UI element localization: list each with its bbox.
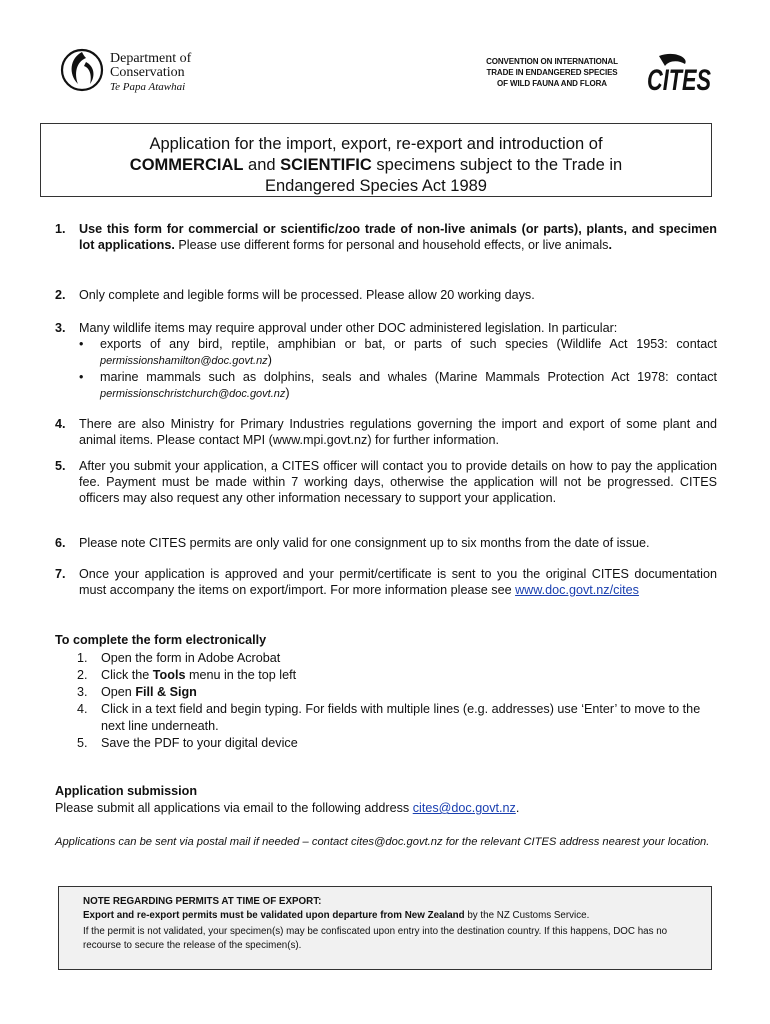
step-bold: Tools (152, 668, 186, 682)
list-item-5 (55, 458, 717, 506)
item-3-bullets (55, 336, 717, 402)
step-item (55, 650, 717, 667)
note-validation-line (83, 909, 687, 923)
export-note-box (58, 886, 712, 970)
step-text: Click the (101, 668, 153, 682)
item-6-text: Please note CITES permits are only valid for one consignment up to six months from the date of issue. (79, 536, 650, 550)
item-7-text: Once your application is approved and your permit/certificate is sent to you the original CITES documentation must accompany the items on export/import. For more information please see (79, 567, 717, 597)
title-commercial: COMMERCIAL (129, 156, 244, 174)
electronic-steps (55, 650, 717, 752)
list-item-7 (55, 566, 717, 598)
note-line-rest: by the NZ Customs Service. (464, 910, 590, 921)
doc-logo (60, 48, 210, 98)
bullet-item (55, 336, 717, 369)
bullet-text: exports of any bird, reptile, amphibian or bat, or parts of such species (Wildlife Act 1953: contact (100, 337, 717, 351)
bullet-end: ) (285, 386, 290, 400)
step-text: Click in a text field and begin typing. For fields with multiple lines (e.g. addresses) use ‘Enter’ to move to the next line underneath. (101, 702, 701, 733)
step-item (55, 701, 717, 735)
step-number: 2. (77, 668, 88, 682)
cites-website-link[interactable]: www.doc.govt.nz/cites (515, 583, 639, 597)
list-item-6 (55, 535, 717, 551)
cites-email-link[interactable]: cites@doc.govt.nz (412, 801, 516, 815)
note-bold: Export and re-export permits must be validated upon departure from New Zealand (83, 910, 465, 921)
item-number: 2. (55, 288, 66, 302)
item-2-text: Only complete and legible forms will be processed. Please allow 20 working days. (79, 288, 535, 302)
doc-emblem-icon (60, 48, 104, 92)
step-item (55, 667, 717, 684)
item-3-text: Many wildlife items may require approval under other DOC administered legislation. In particular: (79, 321, 618, 335)
bullet-end: ) (267, 353, 272, 367)
step-text: Open the form in Adobe Acrobat (101, 651, 281, 665)
electronic-form-heading: To complete the form electronically (55, 633, 267, 647)
item-number: 6. (55, 536, 66, 550)
postal-note: Applications can be sent via postal mail if needed – contact cites@doc.govt.nz for the relevant CITES address nearest your location. (55, 836, 710, 848)
list-item-1 (55, 221, 717, 253)
step-item (55, 735, 717, 752)
bullet-text: marine mammals such as dolphins, seals and whales (Marine Mammals Protection Act 1978: contact (100, 370, 717, 384)
title-and: and (243, 156, 281, 174)
item-number: 1. (55, 222, 66, 236)
step-text: Open (101, 685, 136, 699)
doc-logo-line1: Department of (110, 51, 192, 66)
submission-end: . (515, 801, 520, 815)
cites-logo-icon (645, 50, 713, 97)
list-item-2 (55, 287, 717, 303)
step-text: Save the PDF to your digital device (101, 736, 298, 750)
step-number: 1. (77, 651, 88, 665)
list-item-3 (55, 320, 717, 402)
cites-convention-text (462, 56, 642, 89)
step-text-end: menu in the top left (185, 668, 297, 682)
doc-logo-maori: Te Papa Atawhai (110, 81, 186, 93)
submission-text (55, 800, 717, 816)
title-line-2 (41, 155, 711, 176)
note-text: If the permit is not validated, your specimen(s) may be confiscated upon entry into the destination country. If this happens, DOC has no recourse to secure the release of the specimen(s). (83, 926, 668, 951)
bullet-item (55, 369, 717, 402)
item-4-text: There are also Ministry for Primary Industries regulations governing the import and export of some plant and animal items. Please contact MPI (www.mpi.govt.nz) for further information. (79, 417, 717, 447)
item-1-end: . (608, 238, 612, 252)
step-bold: Fill & Sign (135, 685, 197, 699)
list-item-4 (55, 416, 717, 448)
item-number: 4. (55, 417, 66, 431)
title-scientific: SCIENTIFIC (280, 156, 372, 174)
cites-logo-text: CITES (647, 64, 711, 97)
item-number: 7. (55, 567, 66, 581)
step-number: 3. (77, 685, 88, 699)
title-line-3: Endangered Species Act 1989 (264, 177, 487, 195)
item-5-text: After you submit your application, a CITES officer will contact you to provide details on how to pay the application fee. Payment must be made within 7 working days, otherwise the application will not be progressed. CITES officers may also request any other information necessary to support your application. (79, 459, 717, 505)
title-line-2-rest: specimens subject to the Trade in (371, 156, 623, 174)
step-number: 4. (77, 702, 88, 716)
cites-line-3: OF WILD FAUNA AND FLORA (497, 79, 607, 88)
item-1-text: Please use different forms for personal and household effects, or live animals (174, 238, 609, 252)
cites-line-2: TRADE IN ENDANGERED SPECIES (486, 68, 618, 77)
bullet-email: permissionshamilton@doc.govt.nz (100, 355, 268, 367)
item-number: 3. (55, 321, 66, 335)
note-heading: NOTE REGARDING PERMITS AT TIME OF EXPORT: (83, 896, 322, 907)
bullet-icon: • (79, 337, 84, 351)
bullet-icon: • (79, 370, 84, 384)
cites-line-1: CONVENTION ON INTERNATIONAL (486, 57, 618, 66)
step-number: 5. (77, 736, 88, 750)
doc-logo-line2: Conservation (110, 65, 185, 80)
doc-logo-name (110, 52, 191, 94)
item-1-bold: Use this form for commercial or scientific/zoo trade of non-live animals (or parts), plants, and specimen lot applications. (79, 222, 717, 252)
bullet-email: permissionschristchurch@doc.govt.nz (100, 388, 286, 400)
item-number: 5. (55, 459, 66, 473)
submission-sentence: Please submit all applications via email to the following address (55, 801, 413, 815)
step-item (55, 684, 717, 701)
submission-heading: Application submission (55, 784, 198, 798)
title-line-1: Application for the import, export, re-export and introduction of (149, 135, 603, 153)
title-box (40, 123, 712, 197)
